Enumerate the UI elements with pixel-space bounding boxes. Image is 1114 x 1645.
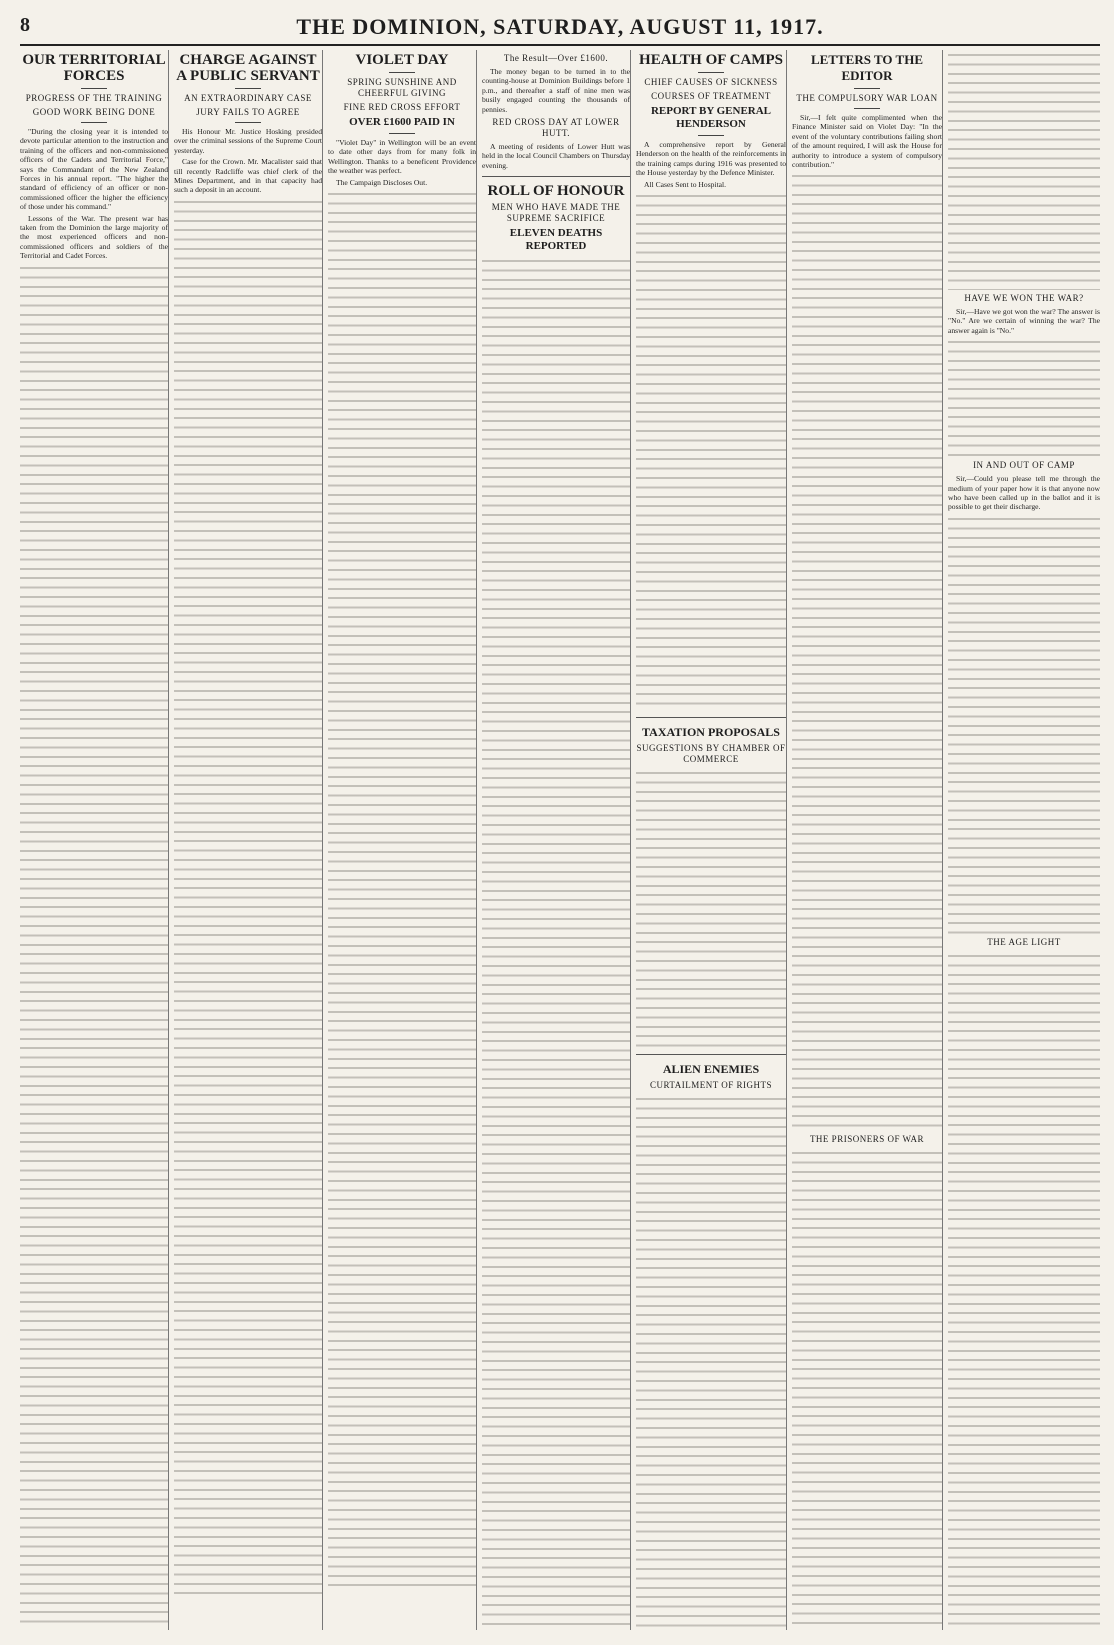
text-body	[20, 263, 168, 1630]
article-headline: HEALTH OF CAMPS	[639, 52, 783, 68]
article-subhead: ELEVEN DEATHS REPORTED	[509, 227, 603, 253]
text-body	[482, 256, 630, 1630]
masthead	[20, 14, 1100, 46]
article-subhead: THE COMPULSORY WAR LOAN	[796, 93, 938, 103]
article-subhead: CHIEF CAUSES OF SICKNESS	[644, 77, 778, 87]
text-body	[636, 1094, 786, 1630]
article-paragraph: All Cases Sent to Hospital.	[644, 179, 727, 189]
article-charge-public-servant	[174, 50, 323, 1630]
article-subhead: IN AND OUT OF CAMP	[973, 460, 1075, 471]
article-letters-continued	[948, 50, 1100, 1630]
article-subhead: FINE RED CROSS EFFORT	[343, 102, 461, 112]
article-paragraph: Sir,—I felt quite complimented when the Finance Minister said on Violet Day: "In the event of the voluntary contributions failing short of the amount required, I will ask the House for authority to introduce a system of compulsory contribution."	[792, 113, 942, 170]
article-headline: ALIEN ENEMIES	[662, 1062, 760, 1077]
page-number: 8	[20, 14, 30, 36]
article-subhead: RED CROSS DAY AT LOWER HUTT.	[492, 117, 620, 139]
article-letters-to-editor	[792, 50, 943, 1630]
article-paragraph: "Violet Day" in Wellington will be an event to date other days from for many folk in Wellington. Thanks to a beneficent Providence the weather was perfect.	[328, 138, 476, 176]
article-paragraph: The money began to be turned in to the counting-house at Dominion Buildings before 1 p.m., and thereafter a staff of nine men was busily engaged counting the thousands of pennies.	[482, 67, 630, 114]
newspaper-title: THE DOMINION, SATURDAY, AUGUST 11, 1917.	[296, 14, 824, 39]
text-body	[948, 514, 1100, 934]
article-headline: CHARGE AGAINST A PUBLIC SERVANT	[176, 52, 320, 84]
article-subhead: OVER £1600 PAID IN	[349, 116, 455, 128]
article-subhead: REPORT BY GENERAL HENDERSON	[650, 105, 772, 130]
text-body	[636, 191, 786, 711]
article-paragraph: A comprehensive report by General Henderson on the health of the reinforcements in the training camps during 1916 was presented to the House yesterday by the Defence Minister.	[636, 140, 786, 178]
article-subhead: THE AGE LIGHT	[987, 936, 1061, 947]
article-headline: LETTERS TO THE EDITOR	[810, 52, 923, 83]
article-subhead: CURTAILMENT OF RIGHTS	[649, 1080, 773, 1091]
article-subhead: MEN WHO HAVE MADE THE SUPREME SACRIFICE	[491, 202, 621, 224]
article-subhead: JURY FAILS TO AGREE	[196, 107, 300, 117]
text-body	[328, 189, 476, 1589]
article-subhead: SUGGESTIONS BY CHAMBER OF COMMERCE	[636, 743, 786, 765]
text-body	[636, 768, 786, 1048]
article-subhead: AN EXTRAORDINARY CASE	[184, 93, 312, 103]
article-paragraph: The Campaign Discloses Out.	[336, 177, 428, 187]
text-body	[948, 50, 1100, 290]
article-territorial-forces	[20, 50, 169, 1630]
text-body	[948, 337, 1100, 457]
article-violet-day-continued	[482, 50, 631, 1630]
article-subhead: COURSES OF TREATMENT	[651, 91, 771, 101]
article-paragraph: A meeting of residents of Lower Hutt was held in the local Council Chambers on Thursday evening.	[482, 142, 630, 170]
columns	[20, 50, 1100, 1630]
roll-of-honour-headline: ROLL OF HONOUR	[487, 183, 625, 200]
article-health-of-camps	[636, 50, 787, 1630]
article-subhead: THE PRISONERS OF WAR	[809, 1134, 925, 1145]
article-paragraph: Lessons of the War. The present war has taken from the Dominion the large majority of the most experienced officers and non-commissioned officers and soldiers of the Territorial and Cadet Forces.	[20, 213, 168, 261]
article-paragraph: Sir,—Could you please tell me through the medium of your paper how it is that anyone now who have been called up in the ballot and it is possible to get their discharge.	[948, 474, 1100, 512]
article-paragraph: "During the closing year it is intended to devote particular attention to the instruction and training of the officers and non-commissioned officers of the Cadets and Territorial Force," says the Commandant of the New Zealand Forces in his annual report. "The higher the standard of efficiency of an officer or non-commissioned officer the higher the efficiency of those under his command."	[20, 127, 168, 212]
text-body	[792, 1148, 942, 1630]
article-subhead: HAVE WE WON THE WAR?	[964, 293, 1084, 303]
article-subhead: SPRING SUNSHINE AND CHEERFUL GIVING	[347, 77, 457, 98]
article-violet-day	[328, 50, 477, 1630]
text-body	[792, 171, 942, 1131]
article-subhead: GOOD WORK BEING DONE	[32, 107, 156, 117]
article-paragraph: Sir,—Have we got won the war? The answer is "No." Are we certain of winning the war? The answer again is "No."	[948, 307, 1100, 335]
text-body	[174, 197, 322, 1597]
article-headline: OUR TERRITORIAL FORCES	[22, 52, 166, 84]
article-subhead: The Result—Over £1600.	[503, 53, 609, 63]
article-paragraph: Case for the Crown. Mr. Macalister said that till recently Radcliffe was chief clerk of the Mines Department, and in that capacity had such a deposit in an account.	[174, 157, 322, 195]
article-headline: VIOLET DAY	[355, 52, 449, 68]
text-body	[948, 951, 1100, 1630]
article-headline: TAXATION PROPOSALS	[642, 725, 780, 740]
article-subhead: PROGRESS OF THE TRAINING	[25, 93, 163, 103]
article-paragraph: His Honour Mr. Justice Hosking presided over the criminal sessions of the Supreme Court yesterday.	[174, 127, 322, 155]
